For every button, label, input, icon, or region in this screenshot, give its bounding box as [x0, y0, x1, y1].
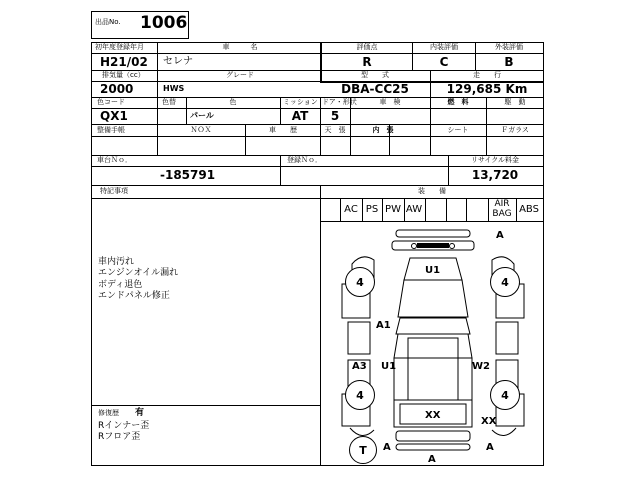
equipment-ps: PS: [365, 204, 379, 215]
transmission-label: ミッション: [283, 98, 318, 106]
damage-mark-hood-left: A1: [376, 320, 391, 331]
recycle-fee-value: 13,720: [471, 168, 519, 182]
car-diagram: [322, 222, 542, 465]
seat-label: シート: [447, 126, 469, 134]
inspection-label: 車 検: [379, 98, 401, 106]
mileage-label: 走 行: [473, 71, 501, 79]
repair-line: Rフロア歪: [98, 432, 141, 442]
nox-label: ＮＯＸ: [190, 126, 212, 134]
equipment-ac: AC: [344, 204, 358, 215]
color-label: 色: [229, 98, 237, 106]
tire-rear-right: 4: [490, 380, 520, 410]
notes-label: 特記事項: [100, 187, 128, 195]
damage-mark-rear-corner: A: [486, 442, 494, 453]
doors-label: ドア・形状: [322, 98, 357, 106]
grade-value: HWS: [163, 84, 185, 93]
interior-score-label: 内装評価: [430, 43, 458, 51]
displacement-label: 排気量（cc）: [102, 71, 145, 79]
lot-number: 1006: [140, 13, 188, 33]
damage-mark-rear-left: A: [383, 442, 391, 453]
model-label: 型 式: [361, 71, 389, 79]
damage-mark-right-door: W2: [472, 361, 490, 372]
note-line: ボディ退色: [98, 280, 143, 290]
front-glass-label: Ｆガラス: [501, 126, 529, 134]
equipment-aw: AW: [405, 204, 423, 215]
year-label: 初年度登録年月: [95, 43, 144, 51]
color-code-label: 色コード: [97, 98, 125, 106]
interior-trim-label: 内 張: [372, 126, 394, 134]
exterior-score-value: B: [504, 55, 514, 69]
equipment-abs: ABS: [519, 204, 539, 215]
exterior-score-label: 外装評価: [495, 43, 523, 51]
first-registration-value: H21/02: [100, 55, 148, 69]
note-line: 車内汚れ: [98, 257, 135, 267]
score-label: 評価点: [356, 43, 378, 51]
damage-mark-left-door-rear: U1: [381, 361, 397, 372]
damage-mark-rear-panel: XX: [425, 410, 441, 421]
equipment-pw: PW: [385, 204, 401, 215]
model-value: DBA-CC25: [341, 82, 409, 96]
tire-front-left: 4: [345, 267, 375, 297]
repair-line: Rインナー歪: [98, 421, 150, 431]
damage-mark-roof: U1: [425, 265, 441, 276]
damage-mark-left-door-front: A3: [352, 361, 367, 372]
repair-history-label: 修復歴: [98, 409, 119, 417]
displacement-value: 2000: [100, 82, 134, 96]
mileage-value: 129,685 Km: [446, 82, 528, 96]
chassis-number-value: -185791: [160, 168, 216, 182]
headliner-label: 天 張: [324, 126, 346, 134]
color-type-value: パール: [190, 111, 214, 120]
tire-rear-left: 4: [345, 380, 375, 410]
fuel-label: 燃 料: [447, 98, 469, 106]
equipment-label: 装 備: [418, 187, 446, 195]
car-name-value: セレナ: [163, 56, 193, 67]
color-change-label: 色替: [162, 98, 176, 106]
spare-tire: T: [349, 436, 377, 464]
interior-score-value: C: [439, 55, 449, 69]
damage-mark-rear-right: XX: [481, 416, 497, 427]
doors-value: 5: [330, 109, 340, 123]
score-value: R: [362, 55, 372, 69]
maintenance-record-label: 整備手帳: [97, 126, 125, 134]
repair-history-value: 有: [135, 408, 145, 418]
note-line: エンジンオイル漏れ: [98, 268, 179, 278]
drive-label: 駆 動: [504, 98, 526, 106]
recycle-fee-label: リサイクル料金: [470, 156, 520, 164]
grade-label: グレード: [226, 71, 254, 79]
history-label: 車 歴: [269, 126, 297, 134]
equipment-airbag: AIR: [494, 199, 510, 209]
damage-mark-rear-bottom: A: [428, 454, 436, 465]
transmission-value: AT: [291, 109, 309, 123]
registration-number-label: 登録Ｎｏ．: [287, 156, 322, 164]
chassis-number-label: 車台Ｎｏ．: [97, 156, 132, 164]
damage-mark-front: A: [496, 230, 504, 241]
color-code-value: QX1: [100, 109, 128, 123]
tire-front-right: 4: [490, 267, 520, 297]
car-name-label: 車 名: [222, 43, 258, 51]
note-line: エンドパネル修正: [98, 291, 170, 301]
lot-number-label: 出品No.: [95, 18, 121, 26]
equipment-airbag: BAG: [492, 209, 512, 219]
